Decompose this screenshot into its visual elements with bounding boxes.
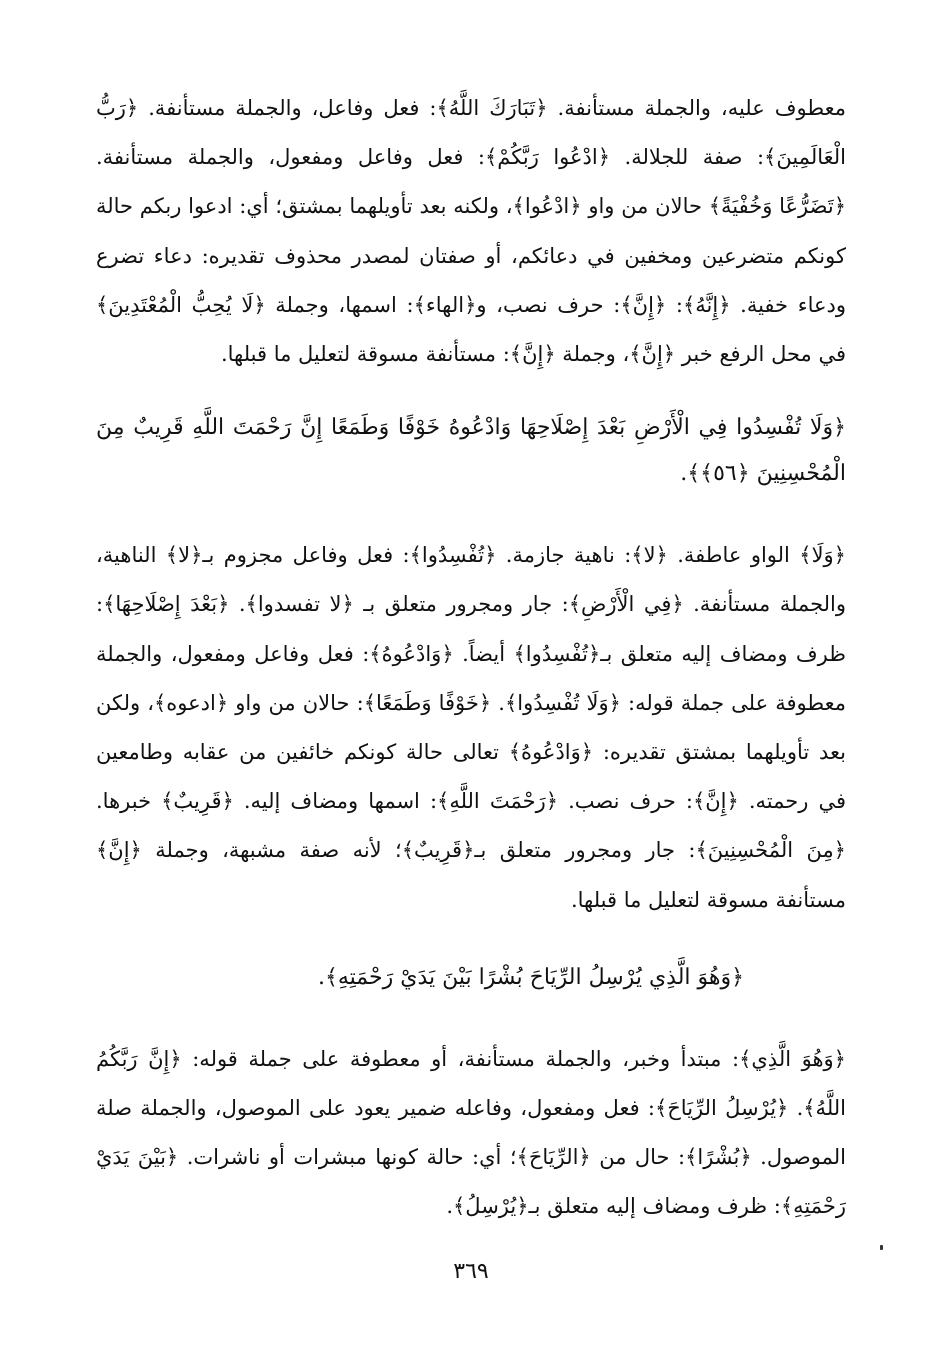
verse-56: ﴿وَلَا تُفْسِدُوا فِي الْأَرْضِ بَعْدَ إِصْلَاحِهَا وَادْعُوهُ خَوْفًا وَطَمَعًا إِنَّ رَحْمَتَ اللَّهِ قَرِيبٌ مِنَ الْمُحْسِنِينَ ﴿٥٦﴾﴾. — [96, 415, 846, 487]
paragraph-analysis-3: ﴿وَهُوَ الَّذِي﴾: مبتدأ وخبر، والجملة مستأنفة، أو معطوفة على جملة قوله: ﴿إِنَّ رَبَّكُمُ اللَّهُ﴾. ﴿يُرْسِلُ الرِّيَاحَ﴾: فعل ومفعول، وفاعله ضمير يعود على الموصول، والجملة صلة الموصول. ﴿بُشْرًا﴾: حال من ﴿الرِّيَاحَ﴾؛ أي: حالة كونها مبشرات أو ناشرات. ﴿بَيْنَ يَدَيْ رَحْمَتِهِ﴾: ظرف ومضاف إليه متعلق بـ﴿يُرْسِلُ﴾. — [96, 1046, 846, 1219]
verse-57: ﴿وَهُوَ الَّذِي يُرْسِلُ الرِّيَاحَ بُشْرًا بَيْنَ يَدَيْ رَحْمَتِهِ﴾. — [317, 964, 744, 990]
paragraph-analysis-1: معطوف عليه، والجملة مستأنفة. ﴿تَبَارَكَ اللَّهُ﴾: فعل وفاعل، والجملة مستأنفة. ﴿رَبُّ الْعَالَمِينَ﴾: صفة للجلالة. ﴿ادْعُوا رَبَّكُمْ﴾: فعل وفاعل ومفعول، والجملة مستأنفة. ﴿تَضَرُّعًا وَخُفْيَةً﴾ حالان من واو ﴿ادْعُوا﴾، ولكنه بعد تأويلهما بمشتق؛ أي: ادعوا ربكم حالة كونكم متضرعين ومخفين في دعائكم، أو صفتان لمصدر محذوف تقديره: دعاء تضرع ودعاء خفية. ﴿إِنَّهُ﴾: ﴿إِنَّ﴾: حرف نصب، و﴿الهاء﴾: اسمها، وجملة ﴿لَا يُحِبُّ الْمُعْتَدِينَ﴾ في محل الرفع خبر ﴿إِنَّ﴾، وجملة ﴿إِنَّ﴾: مستأنفة مسوقة لتعليل ما قبلها. — [96, 96, 846, 367]
page-number: ٣٦٩ — [453, 1259, 489, 1284]
page-body — [96, 84, 846, 1232]
stray-ink-mark — [880, 1245, 883, 1250]
paragraph-analysis-2: ﴿وَلَا﴾ الواو عاطفة. ﴿لا﴾: ناهية جازمة. ﴿تُفْسِدُوا﴾: فعل وفاعل مجزوم بـ﴿لا﴾ الناهية، والجملة مستأنفة. ﴿فِي الْأَرْضِ﴾: جار ومجرور متعلق بـ ﴿لا تفسدوا﴾. ﴿بَعْدَ إِصْلَاحِهَا﴾: ظرف ومضاف إليه متعلق بـ﴿تُفْسِدُوا﴾ أيضاً. ﴿وَادْعُوهُ﴾: فعل وفاعل ومفعول، والجملة معطوفة على جملة قوله: ﴿وَلَا تُفْسِدُوا﴾. ﴿خَوْفًا وَطَمَعًا﴾: حالان من واو ﴿ادعوه﴾، ولكن بعد تأويلهما بمشتق تقديره: ﴿وَادْعُوهُ﴾ تعالى حالة كونكم خائفين من عقابه وطامعين في رحمته. ﴿إِنَّ﴾: حرف نصب. ﴿رَحْمَتَ اللَّهِ﴾: اسمها ومضاف إليه. ﴿قَرِيبٌ﴾ خبرها. ﴿مِنَ الْمُحْسِنِينَ﴾: جار ومجرور متعلق بـ﴿قَرِيبٌ﴾؛ لأنه صفة مشبهة، وجملة ﴿إِنَّ﴾ مستأنفة مسوقة لتعليل ما قبلها. — [96, 543, 846, 912]
